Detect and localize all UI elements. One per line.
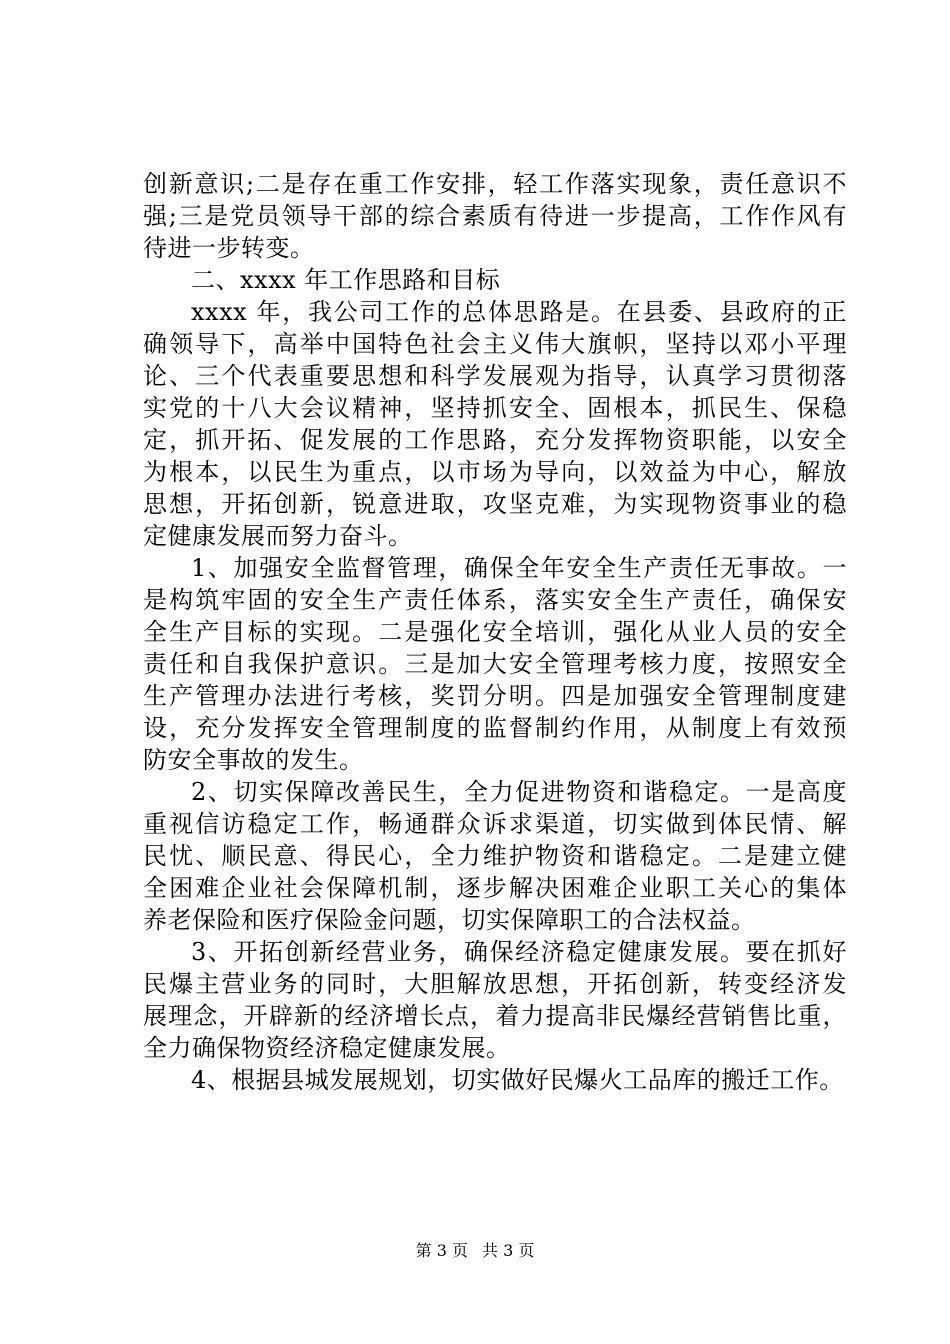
body-line: 思想，开拓创新，锐意进取，攻坚克难，为实现物资事业的稳 xyxy=(143,490,847,518)
body-line: xxxx 年，我公司工作的总体思路是。在县委、县政府的正 xyxy=(191,298,847,326)
body-line: 民爆主营业务的同时，大胆解放思想，开拓创新，转变经济发 xyxy=(143,970,847,998)
body-line: 设，充分发挥安全管理制度的监督制约作用，从制度上有效预 xyxy=(143,714,847,742)
body-line: 全力确保物资经济稳定健康发展。 xyxy=(143,1034,511,1062)
body-line: 确领导下，高举中国特色社会主义伟大旗帜，坚持以邓小平理 xyxy=(143,330,847,358)
document-body xyxy=(143,168,847,1096)
body-line: 实党的十八大会议精神，坚持抓安全、固根本，抓民生、保稳 xyxy=(143,394,847,422)
page-footer xyxy=(0,1240,950,1262)
section-heading: 二、xxxx 年工作思路和目标 xyxy=(191,266,501,294)
body-line: 2、切实保障改善民生，全力促进物资和谐稳定。一是高度 xyxy=(191,778,847,806)
body-line: 为根本，以民生为重点，以市场为导向，以效益为中心，解放 xyxy=(143,458,847,486)
body-line: 养老保险和医疗保险金问题，切实保障职工的合法权益。 xyxy=(143,906,756,934)
body-line: 是构筑牢固的安全生产责任体系，落实安全生产责任，确保安 xyxy=(143,586,847,614)
body-line: 防安全事故的发生。 xyxy=(143,746,364,774)
body-line: 待进一步转变。 xyxy=(143,234,315,262)
body-line: 展理念，开辟新的经济增长点，着力提高非民爆经营销售比重， xyxy=(143,1002,847,1030)
body-line: 民忧、顺民意、得民心，全力维护物资和谐稳定。二是建立健 xyxy=(143,842,847,870)
page-number: 第 3 页 xyxy=(415,1241,468,1260)
body-line: 全生产目标的实现。二是强化安全培训，强化从业人员的安全 xyxy=(143,618,847,646)
body-line: 定健康发展而努力奋斗。 xyxy=(143,522,413,550)
body-line: 1、加强安全监督管理，确保全年安全生产责任无事故。一 xyxy=(191,554,847,582)
page-total: 共 3 页 xyxy=(482,1241,535,1260)
body-line: 4、根据县城发展规划，切实做好民爆火工品库的搬迁工作。 xyxy=(191,1066,844,1094)
body-line: 全困难企业社会保障机制，逐步解决困难企业职工关心的集体 xyxy=(143,874,847,902)
body-line: 定，抓开拓、促发展的工作思路，充分发挥物资职能，以安全 xyxy=(143,426,847,454)
body-line: 责任和自我保护意识。三是加大安全管理考核力度，按照安全 xyxy=(143,650,847,678)
body-line: 3、开拓创新经营业务，确保经济稳定健康发展。要在抓好 xyxy=(191,938,847,966)
body-line: 强;三是党员领导干部的综合素质有待进一步提高，工作作风有 xyxy=(143,202,847,230)
body-line: 创新意识;二是存在重工作安排，轻工作落实现象，责任意识不 xyxy=(143,170,847,198)
body-line: 论、三个代表重要思想和科学发展观为指导，认真学习贯彻落 xyxy=(143,362,847,390)
body-line: 重视信访稳定工作，畅通群众诉求渠道，切实做到体民情、解 xyxy=(143,810,847,838)
body-line: 生产管理办法进行考核，奖罚分明。四是加强安全管理制度建 xyxy=(143,682,847,710)
